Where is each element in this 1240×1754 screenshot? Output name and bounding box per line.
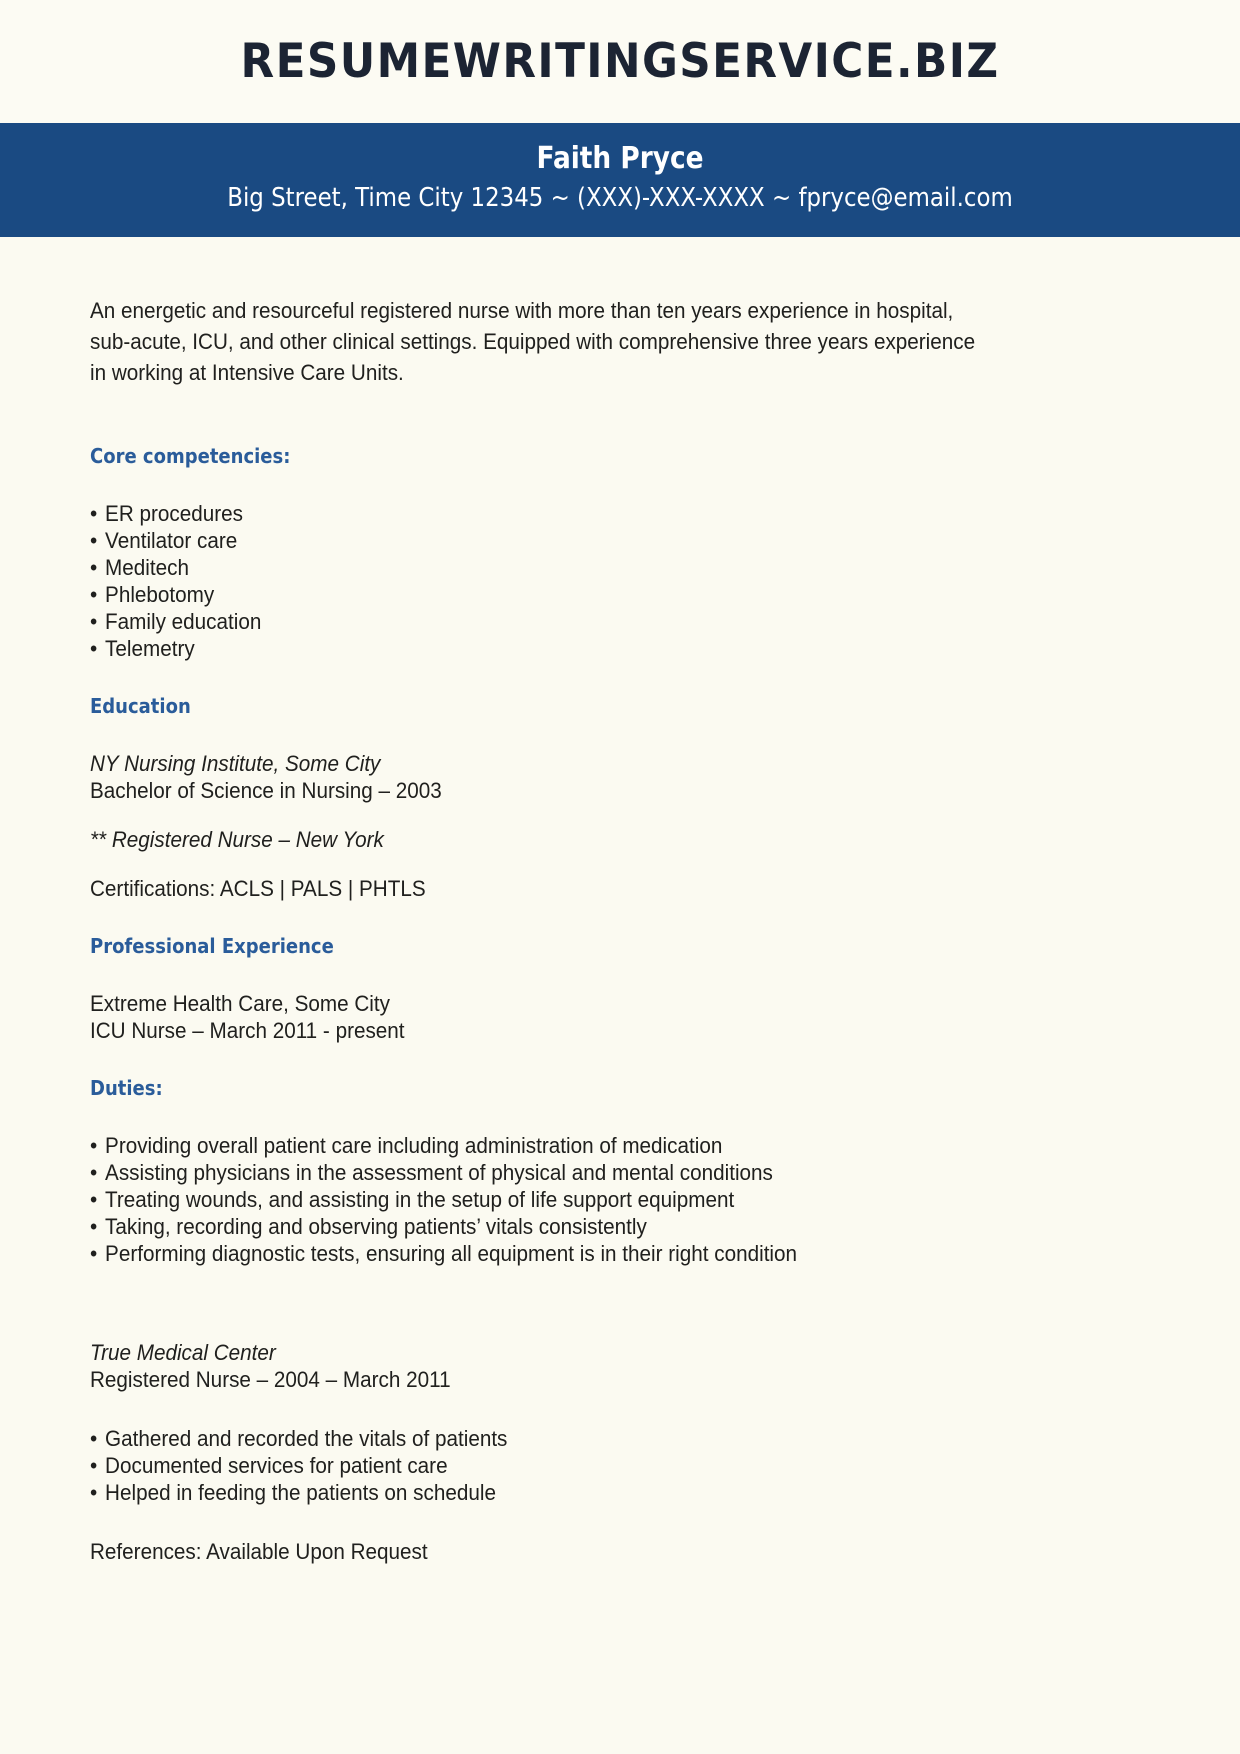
resume-body [0,237,1240,1565]
spacer [90,902,1145,934]
experience-role-2: Registered Nurse – 2004 – March 2011 [90,1367,451,1392]
resume-header-band [0,123,1240,237]
education-certifications: Certifications: ACLS | PALS | PHTLS [90,876,426,901]
summary-line-1: An energetic and resourceful registered nurse with more than ten years experience in hospital, [90,298,954,323]
education-school: NY Nursing Institute, Some City [90,751,381,776]
list-item: • Family education [90,608,1141,635]
education-degree: Bachelor of Science in Nursing – 2003 [90,778,442,803]
list-item: • Gathered and recorded the vitals of patients [90,1425,1141,1452]
core-competencies-list [90,500,1141,662]
spacer [90,388,1145,444]
list-item: • Ventilator care [90,527,1141,554]
references-line: References: Available Upon Request [90,1539,428,1564]
list-item: • Meditech [90,554,1141,581]
summary-paragraph [90,295,1141,388]
heading-core-competencies: Core competencies: [90,444,291,468]
list-item: • Assisting physicians in the assessment of physical and mental conditions [90,1159,1141,1186]
summary-line-3: in working at Intensive Care Units. [90,360,404,385]
list-item: • Performing diagnostic tests, ensuring all equipment is in their right condition [90,1240,1141,1267]
experience-employer-2: True Medical Center [90,1340,276,1365]
experience-role-1: ICU Nurse – March 2011 - present [90,1018,405,1043]
spacer [90,804,1145,826]
heading-education: Education [90,694,191,718]
spacer [90,1267,1145,1339]
spacer [90,662,1145,694]
applicant-name: Faith Pryce [536,141,704,176]
list-item: • Taking, recording and observing patients’ vitals consistently [90,1213,1141,1240]
spacer [90,958,1145,990]
list-item: • ER procedures [90,500,1141,527]
spacer [90,468,1145,500]
experience-employer-1: Extreme Health Care, Some City [90,991,390,1016]
summary-line-2: sub-acute, ICU, and other clinical settings. Equipped with comprehensive three years experience [90,329,976,354]
duties-list-1 [90,1132,1141,1267]
heading-professional-experience: Professional Experience [90,934,334,958]
heading-duties: Duties: [90,1076,163,1100]
applicant-contact: Big Street, Time City 12345 ~ (XXX)-XXX-XXXX ~ fpryce@email.com [227,183,1013,213]
list-item: • Telemetry [90,635,1141,662]
spacer [90,1393,1145,1425]
list-item: • Helped in feeding the patients on schedule [90,1479,1141,1506]
list-item: • Phlebotomy [90,581,1141,608]
site-title: RESUMEWRITINGSERVICE.BIZ [240,34,1000,89]
spacer [90,1100,1145,1132]
education-license: ** Registered Nurse – New York [90,827,384,852]
spacer [90,718,1145,750]
list-item: • Documented services for patient care [90,1452,1141,1479]
spacer [90,853,1145,875]
list-item: • Treating wounds, and assisting in the setup of life support equipment [90,1186,1141,1213]
spacer [90,1044,1145,1076]
site-title-banner [0,0,1240,123]
spacer [90,1506,1145,1538]
duties-list-2 [90,1425,1141,1506]
list-item: • Providing overall patient care including administration of medication [90,1132,1141,1159]
